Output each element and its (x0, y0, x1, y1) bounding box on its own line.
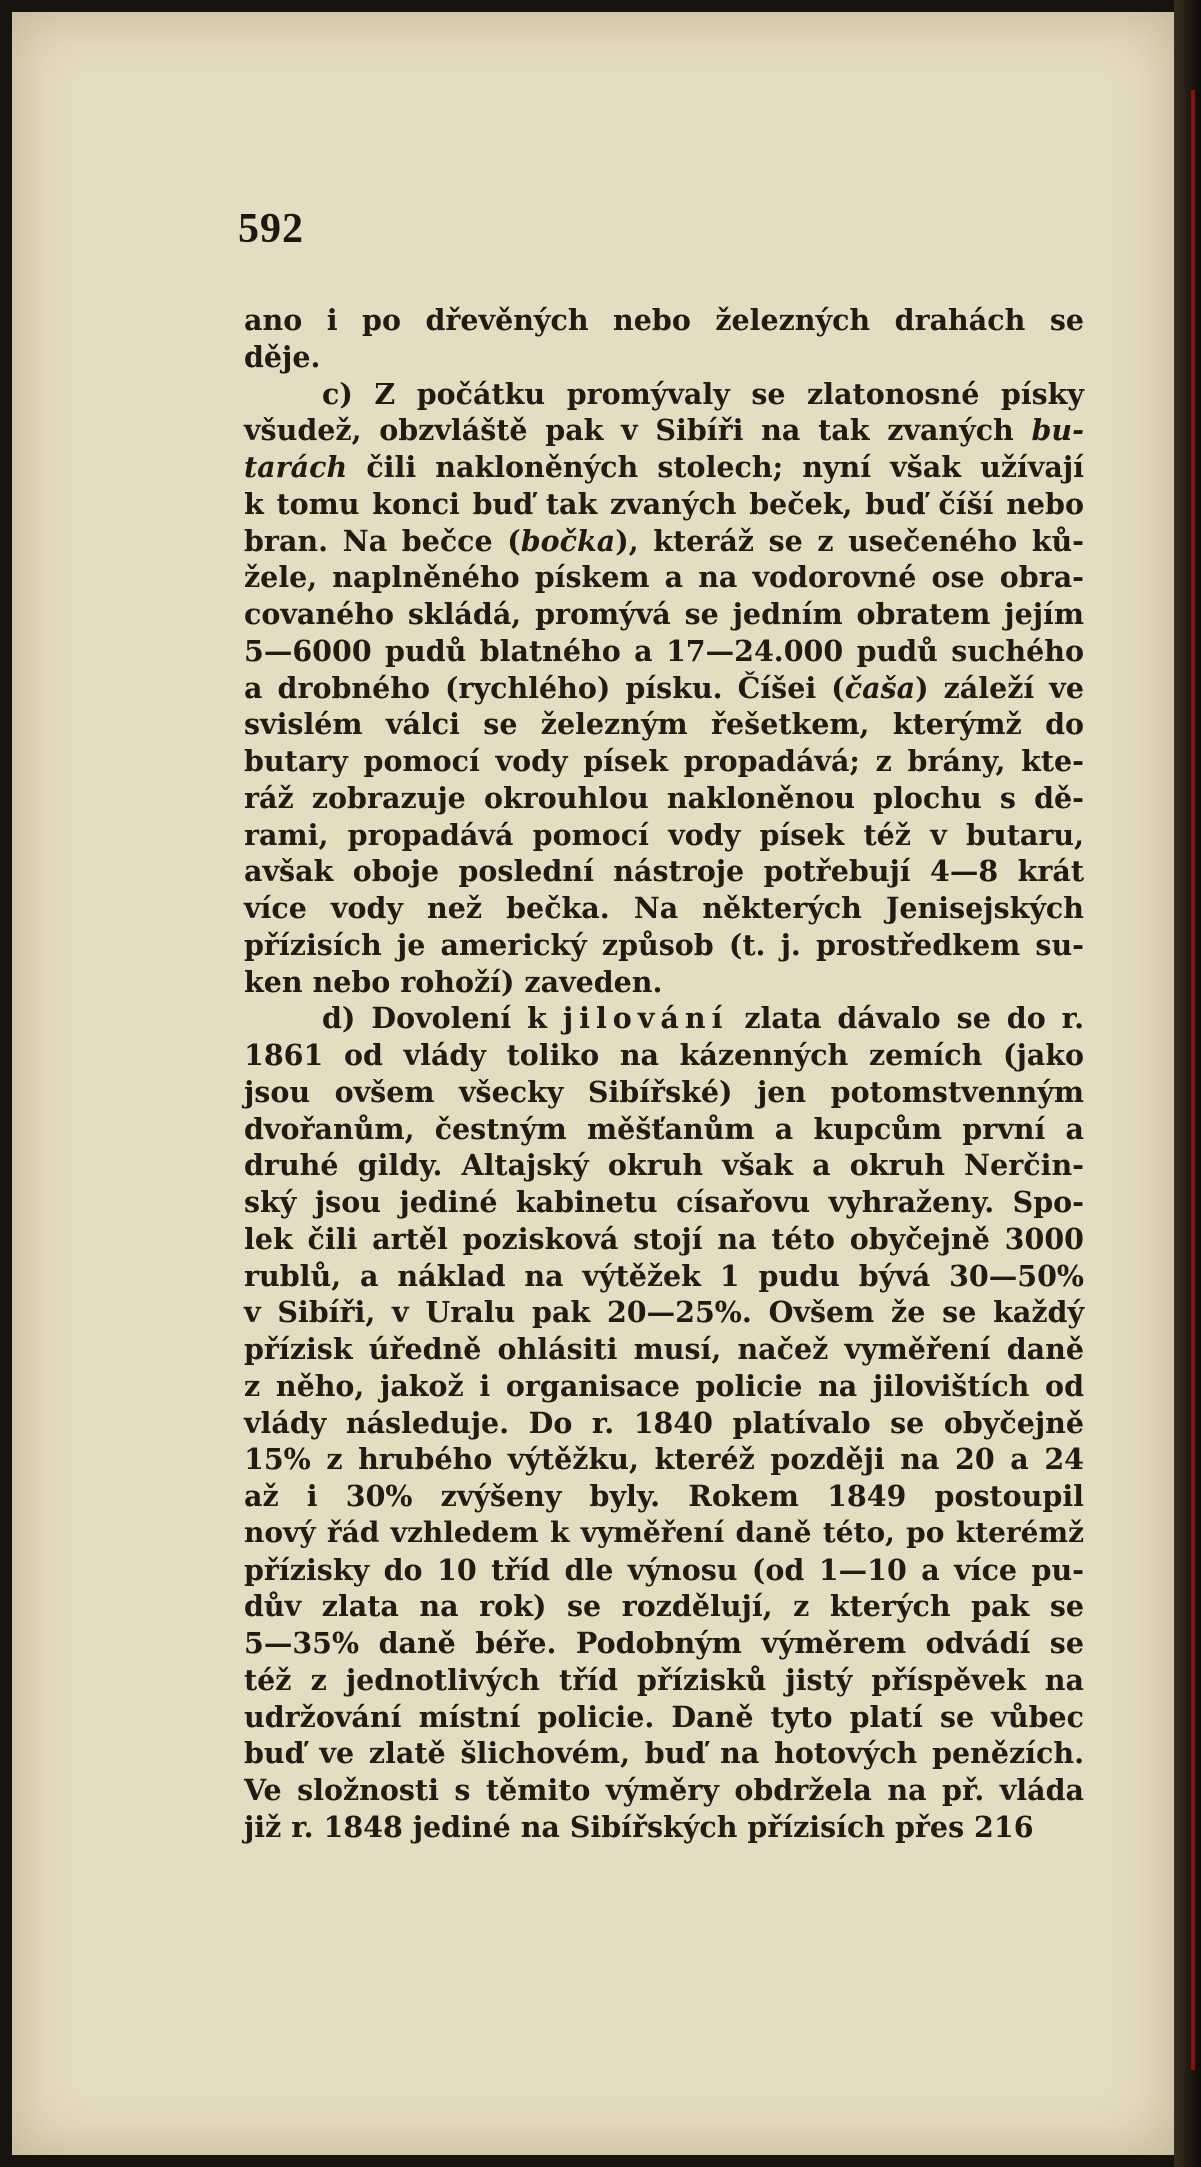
text-line: rami, propadává pomocí vody písek též v butaru, (244, 817, 1084, 852)
text-line (244, 412, 1084, 449)
text-line: 5—35% daně béře. Podobným výměrem odvádí se (244, 1626, 1084, 1660)
text-line: c) Z počátku promývaly se zlatonosné písky (322, 376, 1084, 411)
italic-term: bočka (520, 523, 616, 558)
text-line: přízisích je americký způsob (t. j. prostředkem su- (244, 927, 1084, 962)
page-number: 592 (238, 206, 304, 252)
italic-term: bu- (1031, 413, 1084, 448)
italic-term: tarách (244, 450, 348, 484)
text-line: přízisk úředně ohlásiti musí, načež vyměření daně (244, 1332, 1084, 1366)
text-line: též z jednotlivých tříd přízisků jistý příspěvek na (244, 1662, 1084, 1697)
text-line: 15% z hrubého výtěžku, kteréž později na 20 a 24 (244, 1442, 1084, 1477)
text-run: čili nakloněných stolech; nyní však užívají (366, 450, 1084, 484)
text-line: děje. (244, 339, 321, 374)
text-line: nový řád vzhledem k vyměření daně této, po kterémž (244, 1515, 1084, 1549)
body-text (244, 302, 1084, 1846)
book-spine (1174, 0, 1201, 2167)
text-line: ský jsou jediné kabinetu císařovu vyhraženy. Spo- (244, 1185, 1084, 1219)
text-line: již r. 1848 jediné na Sibířských přízisích přes 216 (244, 1809, 1034, 1844)
text-line: k tomu konci buď tak zvaných beček, buď číší nebo (244, 486, 1084, 521)
text-line: ráž zobrazuje okrouhlou nakloněnou plochu s dě- (244, 780, 1084, 815)
text-line (244, 449, 1084, 486)
text-line: ken nebo rohoží) zaveden. (244, 964, 663, 999)
text-run: všudež, obzvláště pak v Sibíři na tak zvaných (244, 413, 1014, 448)
text-line: covaného skládá, promývá se jedním obratem jejím (244, 597, 1084, 631)
text-run: d) Dovolení k (322, 1001, 547, 1036)
text-line (244, 523, 1084, 560)
text-line: dvořanům, čestným měšťanům a kupcům první a (244, 1111, 1084, 1146)
spaced-term: jilování (562, 1001, 729, 1036)
text-line: butary pomocí vody písek propadává; z brány, kte- (244, 744, 1084, 778)
text-line: až i 30% zvýšeny byly. Rokem 1849 postoupil (244, 1479, 1084, 1513)
text-line: z něho, jakož i organisace policie na jilovištích od (244, 1368, 1084, 1403)
text-run: ), kteráž se z usečeného ků- (615, 523, 1084, 558)
text-run: a drobného (rychlého) písku. Číšei ( (244, 670, 845, 705)
text-line: lek čili artěl pozisková stojí na této obyčejně 3000 (244, 1221, 1084, 1256)
text-line: Ve složnosti s těmito výměry obdržela na př. vláda (244, 1773, 1084, 1807)
text-line: dův zlata na rok) se rozdělují, z kterých pak se (244, 1589, 1084, 1624)
spine-red-edge (1191, 90, 1195, 2070)
text-line: vlády následuje. Do r. 1840 platívalo se obyčejně (244, 1405, 1084, 1440)
text-line: buď ve zlatě šlichovém, buď na hotových penězích. (244, 1736, 1084, 1771)
text-line: jsou ovšem všecky Sibířské) jen potomstvenným (244, 1074, 1084, 1109)
text-line: ano i po dřevěných nebo železných drahách se (244, 303, 1084, 337)
text-line: žele, naplněného pískem a na vodorovné ose obra- (244, 560, 1084, 595)
text-line (244, 1000, 1084, 1037)
text-line: avšak oboje poslední nástroje potřebují 4—8 krát (244, 854, 1084, 889)
text-line: udržování místní policie. Daně tyto platí se vůbec (244, 1699, 1084, 1734)
text-run: bran. Na bečce ( (244, 523, 521, 558)
text-line: v Sibíři, v Uralu pak 20—25%. Ovšem že se každý (244, 1295, 1084, 1330)
text-line: rublů, a náklad na výtěžek 1 pudu bývá 30—50% (244, 1258, 1084, 1293)
text-line: 1861 od vlády toliko na kázenných zemích (jako (244, 1038, 1084, 1072)
text-line: druhé gildy. Altajský okruh však a okruh Nerčin- (244, 1148, 1084, 1183)
text-line: více vody než bečka. Na některých Jenisejských (244, 891, 1084, 925)
italic-term: čaša (844, 670, 916, 705)
text-run: ) záleží ve (915, 670, 1084, 705)
text-line: přízisky do 10 tříd dle výnosu (od 1—10 a více pu- (244, 1552, 1084, 1587)
text-line: svislém válci se železným řešetkem, kterýmž do (244, 707, 1084, 742)
text-run: zlata dávalo se do r. (744, 1001, 1084, 1036)
text-line: 5—6000 pudů blatného a 17—24.000 pudů suchého (244, 633, 1084, 668)
text-line (244, 670, 1084, 707)
